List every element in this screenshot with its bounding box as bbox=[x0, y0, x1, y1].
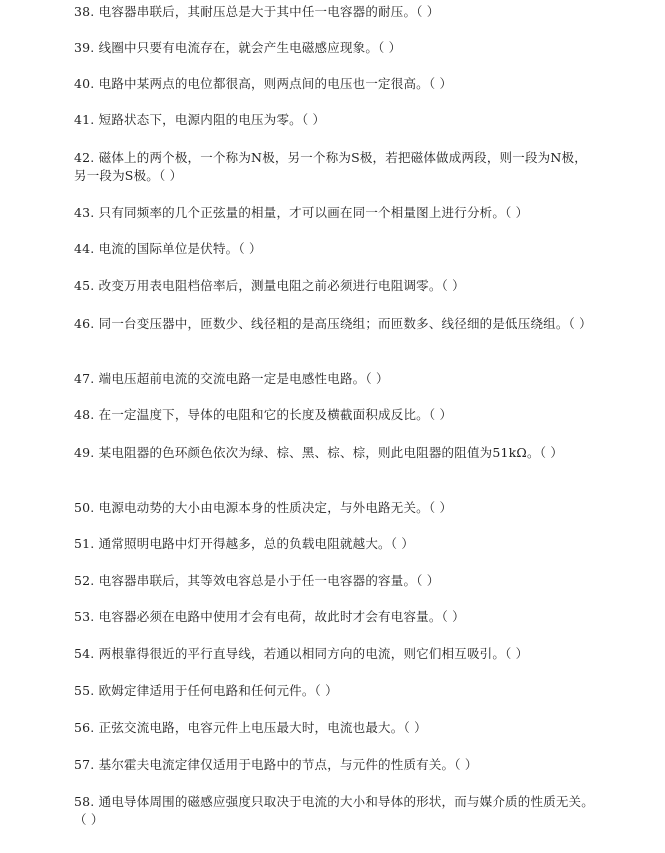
question-43: 43. 只有同频率的几个正弦量的相量，才可以画在同一个相量图上进行分析。（ ） bbox=[74, 205, 529, 220]
question-48: 48. 在一定温度下，导体的电阻和它的长度及横截面积成反比。（ ） bbox=[74, 407, 453, 422]
question-49: 49. 某电阻器的色环颜色依次为绿、棕、黑、棕、棕，则此电阻器的阻值为51kΩ。（ ） bbox=[74, 445, 564, 460]
question-44: 44. 电流的国际单位是伏特。（ ） bbox=[74, 241, 262, 256]
question-41: 41. 短路状态下，电源内阻的电压为零。（ ） bbox=[74, 112, 326, 127]
question-47: 47. 端电压超前电流的交流电路一定是电感性电路。（ ） bbox=[74, 371, 389, 386]
question-51: 51. 通常照明电路中灯开得越多，总的负载电阻就越大。（ ） bbox=[74, 536, 415, 551]
question-52: 52. 电容器串联后，其等效电容总是小于任一电容器的容量。（ ） bbox=[74, 573, 440, 588]
question-55: 55. 欧姆定律适用于任何电路和任何元件。（ ） bbox=[74, 683, 338, 698]
question-58: 58. 通电导体周围的磁感应强度只取决于电流的大小和导体的形状，而与媒介质的性质无关。（ ） bbox=[74, 794, 594, 827]
question-46: 46. 同一台变压器中，匝数少、线径粗的是高压绕组；而匝数多、线径细的是低压绕组。（ ） bbox=[74, 316, 592, 331]
question-50: 50. 电源电动势的大小由电源本身的性质决定，与外电路无关。（ ） bbox=[74, 500, 453, 515]
question-53: 53. 电容器必须在电路中使用才会有电荷，故此时才会有电容量。（ ） bbox=[74, 609, 465, 624]
question-40: 40. 电路中某两点的电位都很高，则两点间的电压也一定很高。（ ） bbox=[74, 76, 453, 91]
question-54: 54. 两根靠得很近的平行直导线，若通以相同方向的电流，则它们相互吸引。（ ） bbox=[74, 646, 529, 661]
question-57: 57. 基尔霍夫电流定律仅适用于电路中的节点，与元件的性质有关。（ ） bbox=[74, 757, 478, 772]
question-45: 45. 改变万用表电阻档倍率后，测量电阻之前必须进行电阻调零。（ ） bbox=[74, 278, 465, 293]
question-56: 56. 正弦交流电路，电容元件上电压最大时，电流也最大。（ ） bbox=[74, 720, 427, 735]
question-42: 42. 磁体上的两个极，一个称为N极，另一个称为S极，若把磁体做成两段，则一段为N极，另一段为S极。（ ） bbox=[74, 150, 587, 183]
question-38: 38. 电容器串联后，其耐压总是大于其中任一电容器的耐压。（ ） bbox=[74, 4, 440, 19]
question-39: 39. 线圈中只要有电流存在，就会产生电磁感应现象。（ ） bbox=[74, 40, 402, 55]
